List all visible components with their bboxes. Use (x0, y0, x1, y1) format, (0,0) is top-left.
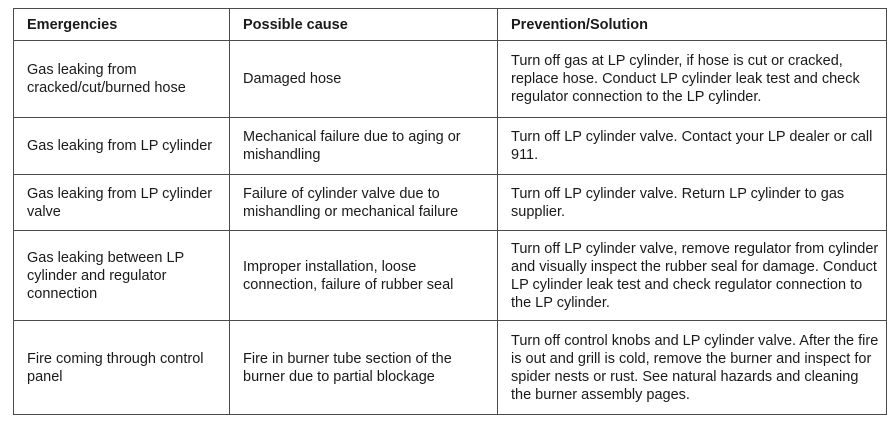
solution-cell: Turn off LP cylinder valve, remove regulator from cylinder and visually inspect the rubber seal for damage. Conduct LP cylinder leak test and check regulator connection to the LP cylinder. (498, 231, 887, 321)
cause-cell: Failure of cylinder valve due to mishandling or mechanical failure (230, 175, 498, 231)
header-emergencies: Emergencies (14, 9, 230, 41)
emergency-cell: Gas leaking from cracked/cut/burned hose (14, 41, 230, 118)
cause-cell: Damaged hose (230, 41, 498, 118)
solution-cell: Turn off control knobs and LP cylinder valve. After the fire is out and grill is cold, remove the burner and inspect for spider nests or rust. See natural hazards and cleaning the burner assembly pages. (498, 321, 887, 415)
emergency-cell: Gas leaking from LP cylinder (14, 118, 230, 175)
solution-cell: Turn off LP cylinder valve. Return LP cylinder to gas supplier. (498, 175, 887, 231)
table-row (14, 118, 887, 175)
table-row (14, 41, 887, 118)
solution-cell: Turn off LP cylinder valve. Contact your LP dealer or call 911. (498, 118, 887, 175)
table-body (14, 41, 887, 415)
header-possible-cause: Possible cause (230, 9, 498, 41)
table-header (14, 9, 887, 41)
emergency-cell: Gas leaking between LP cylinder and regulator connection (14, 231, 230, 321)
table-row (14, 175, 887, 231)
emergency-cell: Fire coming through control panel (14, 321, 230, 415)
cause-cell: Mechanical failure due to aging or mishandling (230, 118, 498, 175)
solution-cell: Turn off gas at LP cylinder, if hose is cut or cracked, replace hose. Conduct LP cylinder leak test and check regulator connection to the LP cylinder. (498, 41, 887, 118)
cause-cell: Fire in burner tube section of the burner due to partial blockage (230, 321, 498, 415)
table-row (14, 321, 887, 415)
table-row (14, 231, 887, 321)
header-row (14, 9, 887, 41)
header-prevention-solution: Prevention/Solution (498, 9, 887, 41)
emergency-cell: Gas leaking from LP cylinder valve (14, 175, 230, 231)
cause-cell: Improper installation, loose connection, failure of rubber seal (230, 231, 498, 321)
emergency-troubleshooting-table (13, 8, 887, 415)
